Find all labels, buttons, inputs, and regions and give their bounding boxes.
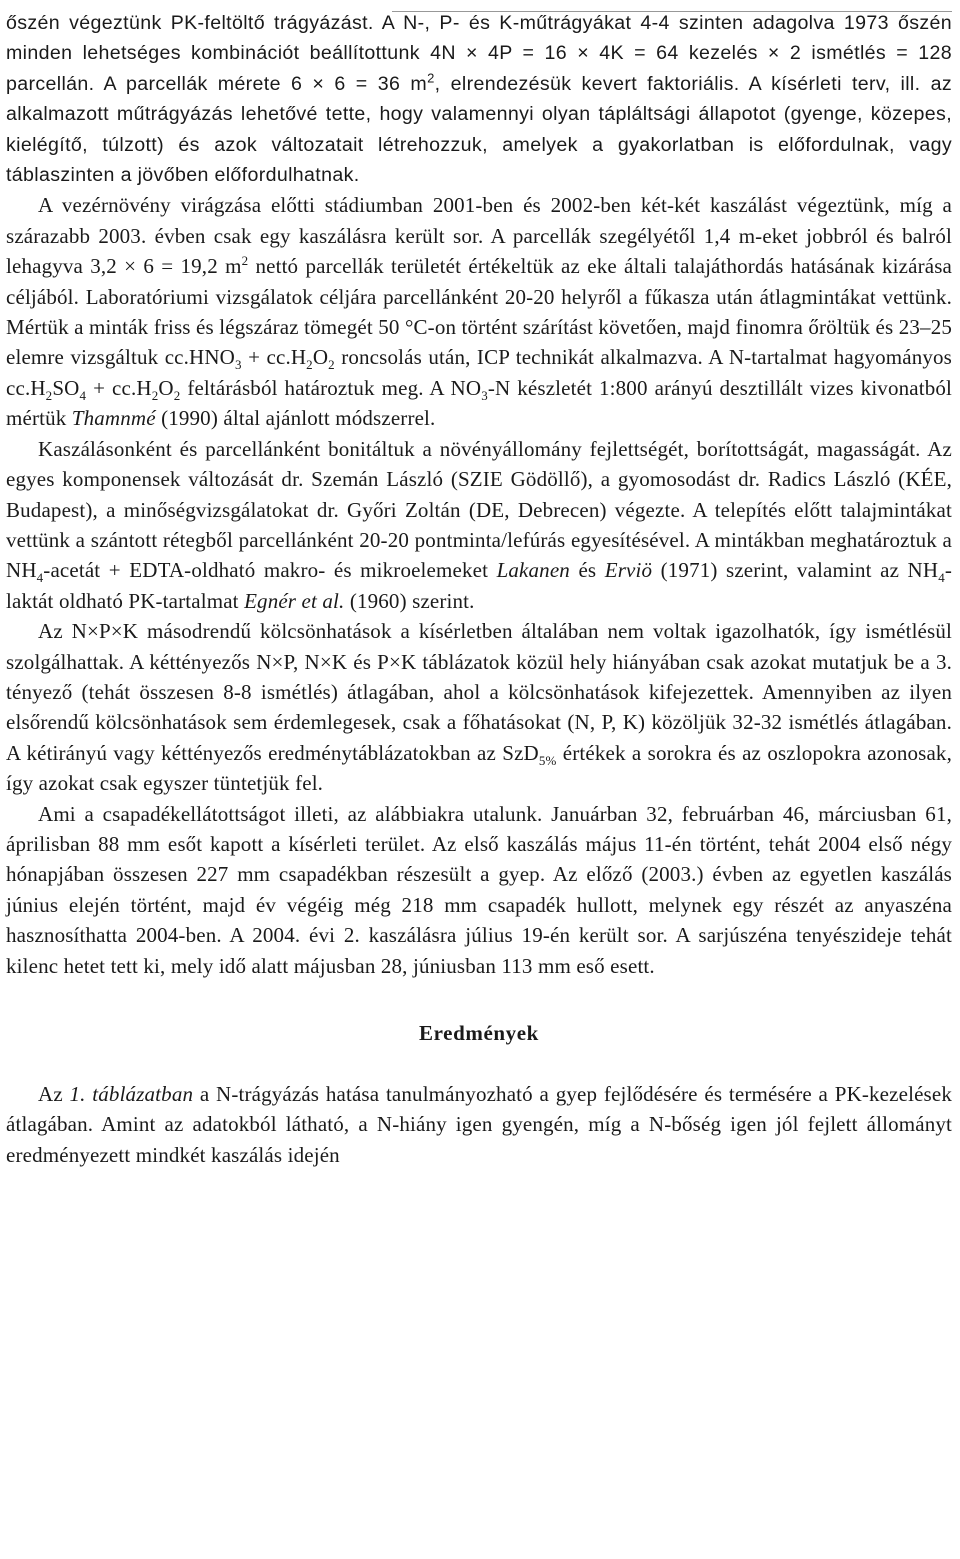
text-run: -laktát oldható PK-tartalmat (6, 558, 952, 613)
paragraph-experiment-setup (6, 8, 952, 190)
subscript: 5% (538, 752, 557, 768)
text-run: -N készletét 1:800 arányú desztillált vizes kivonatból mértük (6, 375, 952, 431)
author-citation: Thamnmé (71, 406, 156, 431)
text-run: nettó parcellák területét értékeltük az eke általi talajáthordás hatásának kizárása céljából. Laboratóriumi vizsgálatok céljára parcellánként 20-20 helyről a fűkasza után átlagmintákat vettünk. Mértük a minták friss és légszáraz tömegét 50 °C-on történt szárítást követően, majd finomra őröltük és 23–25 elemre vizsgáltuk cc.HNO (6, 254, 952, 370)
text-run: (1960) szerint. (344, 588, 475, 613)
text-run: + cc.H (241, 345, 307, 370)
subscript: 3 (481, 388, 488, 404)
text-run: (1971) szerint, valamint az NH (652, 558, 939, 583)
paragraph-sampling-methods (6, 190, 952, 433)
paragraph-precipitation: Ami a csapadékellátottságot illeti, az alábbiakra utalunk. Januárban 32, februárban 46, márciusban 61, áprilisban 88 mm esőt kapott a kísérleti terület. Az első kaszálás május 11-én történt, tehát 2004 első négy hónapjában összesen 227 mm csapadékban részesült a gyep. Az előző (2003.) évben az egyetlen kaszálás június elején történt, majd év végéig még 218 mm csapadék hullott, melynek egy részét az anyaszéna hasznosíthatta 2004-ben. A 2004. évi 2. kaszálásra július 19-én került sor. A sarjúszéna tenyészideje tehát kilenc hetet tett ki, mely idő alatt májusban 28, júniusban 113 mm eső esett. (6, 801, 952, 978)
subscript: 4 (36, 570, 44, 586)
text-run: + cc.H (86, 375, 152, 400)
text-run: Az (38, 1082, 70, 1106)
text-run: -acetát + EDTA-oldható makro- és mikroelemeket (43, 558, 497, 583)
author-citation: Lakanen (496, 558, 570, 583)
subscript: 2 (151, 388, 159, 404)
text-run: a N-trágyázás hatása tanulmányozható a gyep fejlődésére és termésére a PK-kezelések átlagában. Amint az adatokból látható, a N-hiány igen gyengén, míg a N-bőség igen jól fejlett állományt eredményezett mindkét kaszálás idején (6, 1082, 952, 1167)
section-heading: Eredmények (419, 1021, 539, 1045)
paragraph-assessment (6, 434, 952, 616)
superscript: 2 (241, 253, 249, 269)
text-run: Kaszálásonként és parcellánként bonitáltuk a növényállomány fejlettségét, borítottságát, magasságát. Az egyes komponensek változását dr. Szemán László (SZIE Gödöllő), a gyomosodást dr. Radics László (KÉE, Budapest), a minőségvizsgálatokat dr. Győri Zoltán (DE, Debrecen) végezte. A telepítés előtt talajmintákat vettünk a szántott rétegből parcellánként 20-20 pontminta/lefúrás egyesítésével. A mintákban meghatároztuk a NH (6, 436, 952, 583)
table-reference: 1. táblázatban (69, 1082, 194, 1106)
text-run: , elrendezésük kevert faktoriális. A kísérleti terv, ill. az alkalmazott műtrágyázás lehetővé tette, hogy valamennyi olyan tápláltsági állapotot (gyenge, közepes, kielégítő, túlzott) és azok változatait létrehozzuk, amelyek a gyakorlatban is előfordulnak, vagy táblaszinten a jövőben előfordulhatnak. (6, 72, 952, 187)
text-run: feltárásból határoztuk meg. A NO (180, 375, 482, 400)
text-run: őszén végeztünk PK-feltöltő trágyázást. A N-, P- és K-műtrágyákat 4-4 szinten adagolva 1973 őszén minden lehetséges kombinációt beállítottunk 4N × 4P = 16 × 4K = 64 kezelés × 2 ismétlés = 128 parcellán. A parcellák mérete 6 × 6 = 36 m (6, 12, 952, 95)
paragraph-results (6, 1079, 952, 1170)
text-run: Az N×P×K másodrendű kölcsönhatások a kísérletben általában nem voltak igazolhatók, így ismétlésül szolgálhattak. A kéttényezős N×P, N×K és P×K táblázatok közül hely hiányában csak azokat mutatjuk be a 3. tényező (tehát összesen 8-8 ismétlés) átlagában, ahol a kölcsönhatások kifejezettek. Amennyiben az ilyen elsőrendű kölcsönhatások sem érdemlegesek, csak a főhatásokat (N, P, K) közöljük 32-32 ismétlés átlagában. A kétirányú vagy kéttényezős eredménytáblázatokban az SzD (6, 619, 952, 765)
subscript: 3 (235, 357, 242, 373)
text-run: O (158, 375, 174, 400)
header-rule (392, 11, 952, 12)
text-run: roncsolás után, ICP technikát alkalmazva. A N-tartalmat hagyományos cc.H (6, 345, 952, 400)
subscript: 2 (328, 357, 335, 373)
superscript: 2 (427, 70, 435, 86)
text-run: értékek a sorokra és az oszlopokra azonosak, így azokat csak egyszer tüntetjük fel. (6, 740, 952, 796)
text-run: (1990) által ajánlott módszerrel. (155, 406, 436, 431)
subscript: 2 (173, 388, 181, 404)
subscript: 4 (79, 388, 87, 404)
author-citation: Erviö (604, 558, 653, 583)
subscript: 2 (306, 357, 313, 373)
document-page (6, 8, 952, 1548)
paragraph-interactions (6, 616, 952, 798)
author-citation: Egnér et al. (244, 588, 345, 613)
text-run: és (569, 558, 605, 583)
text-run: A vezérnövény virágzása előtti stádiumban 2001-ben és 2002-ben két-két kaszálást végeztünk, míg a szárazabb 2003. évben csak egy kaszálásra került sor. A parcellák szegélyétől 1,4 m-eket jobbról és balról lehagyva 3,2 × 6 = 19,2 m (6, 193, 952, 279)
subscript: 2 (45, 388, 53, 404)
text-run: O (312, 345, 329, 370)
text-run: SO (52, 375, 80, 400)
subscript: 4 (938, 570, 945, 586)
